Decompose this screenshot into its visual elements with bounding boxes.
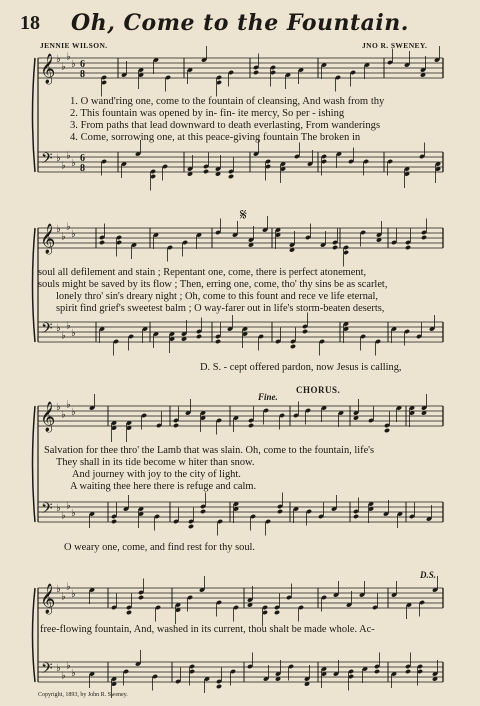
- flat-icon: ♭: [61, 670, 66, 682]
- flat-icon: ♭: [61, 510, 66, 522]
- bass-notes: [391, 653, 438, 689]
- bass-notes: [173, 493, 223, 536]
- bass-clef-icon: 𝄢: [41, 500, 53, 521]
- bass-notes: [343, 321, 381, 355]
- flat-icon: ♭: [56, 402, 61, 413]
- page-number: 18: [20, 12, 40, 34]
- verse-2-line: 2. This fountain was opened by in- fin- ite mercy, So per - ishing: [70, 108, 345, 119]
- chorus-lyric-line: free-flowing fountain, And, washed in its current, thou shalt be made whole. Ac-: [40, 624, 375, 635]
- flat-icon: ♭: [66, 51, 71, 63]
- verse-2-line: souls might be saved by its flow ; Then, erring one, come, tho' thy sins be as scarlet,: [38, 279, 388, 290]
- verse-1-line: soul all defilement and stain ; Repentant one, come, there is perfect atonement,: [38, 267, 367, 278]
- flat-icon: ♭: [71, 589, 76, 600]
- verse-2-line: They shall in its tide become w hiter than snow.: [56, 457, 255, 468]
- treble-notes: [121, 57, 171, 91]
- bass-notes: [89, 671, 95, 688]
- flat-icon: ♭: [66, 399, 71, 411]
- treble-notes: [187, 46, 234, 97]
- treble-notes: [253, 54, 304, 90]
- bass-notes: [247, 653, 310, 687]
- bass-notes: [215, 315, 264, 351]
- flat-icon: ♭: [71, 407, 76, 418]
- verse-3-line: 3. From paths that lead downward to death everlasting, From wanderings: [70, 120, 381, 131]
- treble-notes: [391, 576, 438, 619]
- verse-3-line: lonely thro' sin's dreary night ; Oh, come to this fount and rece ve life eternal,: [56, 291, 379, 302]
- treble-notes: [321, 62, 370, 91]
- flat-icon: ♭: [71, 328, 76, 339]
- flat-icon: ♭: [56, 153, 61, 164]
- flat-icon: ♭: [56, 54, 61, 65]
- bass-clef-icon: 𝄢: [41, 660, 53, 681]
- brace-icon: [33, 58, 36, 172]
- bass-notes: [153, 318, 202, 354]
- flat-icon: ♭: [71, 508, 76, 519]
- bass-staff: [38, 662, 443, 682]
- bass-staff: [38, 502, 443, 522]
- fine-mark: Fine.: [258, 392, 278, 402]
- verse-4-line: A waiting thee here there is refuge and calm.: [70, 481, 257, 492]
- flat-icon: ♭: [66, 150, 71, 162]
- flat-icon: ♭: [66, 221, 71, 233]
- treble-clef-icon: 𝄞: [40, 224, 56, 254]
- segno-mark: 𝄋: [240, 207, 247, 224]
- flat-icon: ♭: [66, 500, 71, 512]
- chorus-bass-lyric: O weary one, come, and find rest for thy soul.: [64, 542, 256, 553]
- verse-1-line: 1. O wand'ring one, come to the fountain of cleansing, And wash from thy: [70, 96, 385, 107]
- bass-notes: [187, 153, 234, 180]
- flat-icon: ♭: [56, 584, 61, 595]
- flat-icon: ♭: [66, 581, 71, 593]
- flat-icon: ♭: [61, 231, 66, 243]
- flat-icon: ♭: [71, 668, 76, 679]
- flat-icon: ♭: [66, 320, 71, 332]
- bass-notes: [275, 313, 325, 356]
- treble-notes: [173, 399, 222, 435]
- flat-icon: ♭: [61, 409, 66, 421]
- verse-4-line: spirit find grief's sweetest balm ; O way-farer out in life's storm-beaten deserts,: [56, 303, 385, 314]
- treble-notes: [293, 402, 344, 428]
- flat-icon: ♭: [56, 323, 61, 334]
- treble-clef-icon: 𝄞: [40, 584, 56, 614]
- treble-notes: [111, 579, 161, 622]
- bass-notes: [293, 495, 337, 526]
- bass-notes: [391, 315, 435, 346]
- bass-notes: [175, 664, 236, 693]
- composer-credit: JNO R. SWENEY.: [362, 41, 428, 50]
- treble-notes: [409, 394, 427, 427]
- bass-notes: [387, 143, 441, 189]
- treble-clef-icon: 𝄞: [40, 54, 56, 84]
- time-signature-top: 6: [80, 153, 85, 164]
- bass-staff: [38, 322, 443, 342]
- treble-notes: [247, 584, 304, 627]
- treble-notes: [89, 394, 95, 411]
- treble-staff: [38, 228, 443, 248]
- bass-notes: [111, 650, 158, 698]
- treble-staff: [38, 58, 443, 78]
- treble-notes: [101, 75, 107, 97]
- treble-notes: [89, 587, 95, 604]
- brace-icon: [33, 588, 36, 682]
- lyricist-credit: JENNIE WILSON.: [40, 41, 108, 50]
- bass-notes: [99, 326, 148, 355]
- bass-notes: [89, 511, 95, 528]
- treble-notes: [233, 407, 285, 433]
- verse-1-line: Salvation for thee thro' the Lamb that was slain. Oh, come to the fountain, life's: [44, 445, 375, 456]
- flat-icon: ♭: [66, 660, 71, 672]
- bass-notes: [321, 653, 380, 691]
- ds-lyric-line: D. S. - cept offered pardon, now Jesus is calling,: [200, 362, 402, 373]
- flat-icon: ♭: [61, 330, 66, 342]
- chorus-label: CHORUS.: [296, 385, 341, 395]
- time-signature-bottom: 8: [80, 163, 85, 174]
- flat-icon: ♭: [61, 61, 66, 73]
- brace-icon: [33, 406, 36, 522]
- hymn-title: Oh, Come to the Fountain.: [71, 10, 409, 36]
- flat-icon: ♭: [71, 229, 76, 240]
- flat-icon: ♭: [56, 224, 61, 235]
- treble-notes: [99, 224, 137, 260]
- verse-4-line: 4. Come, sorrowing one, at this peace-giving fountain The broken in: [70, 132, 361, 143]
- flat-icon: ♭: [56, 503, 61, 514]
- treble-staff: [38, 406, 443, 426]
- bass-clef-icon: 𝄢: [41, 150, 53, 171]
- flat-icon: ♭: [71, 158, 76, 169]
- ds-mark: D.S.: [420, 570, 437, 580]
- treble-clef-icon: 𝄞: [40, 402, 56, 432]
- copyright-notice: Copyright, 1893, by John R. Sweney.: [38, 692, 128, 698]
- treble-notes: [153, 232, 202, 261]
- treble-notes: [321, 581, 378, 612]
- flat-icon: ♭: [61, 591, 66, 603]
- brace-icon: [33, 228, 36, 342]
- flat-icon: ♭: [71, 59, 76, 70]
- bass-clef-icon: 𝄢: [41, 320, 53, 341]
- treble-staff: [38, 588, 443, 608]
- treble-notes: [391, 219, 427, 251]
- flat-icon: ♭: [61, 160, 66, 172]
- treble-notes: [175, 576, 239, 624]
- bass-notes: [253, 140, 313, 183]
- bass-notes: [121, 140, 168, 191]
- time-signature-top: 6: [80, 59, 85, 70]
- flat-icon: ♭: [56, 663, 61, 674]
- time-signature-bottom: 8: [80, 69, 85, 80]
- verse-3-line: And journey with joy to the city of light.: [72, 469, 241, 480]
- bass-notes: [111, 495, 160, 531]
- bass-notes: [233, 493, 283, 536]
- bass-staff: [38, 152, 443, 172]
